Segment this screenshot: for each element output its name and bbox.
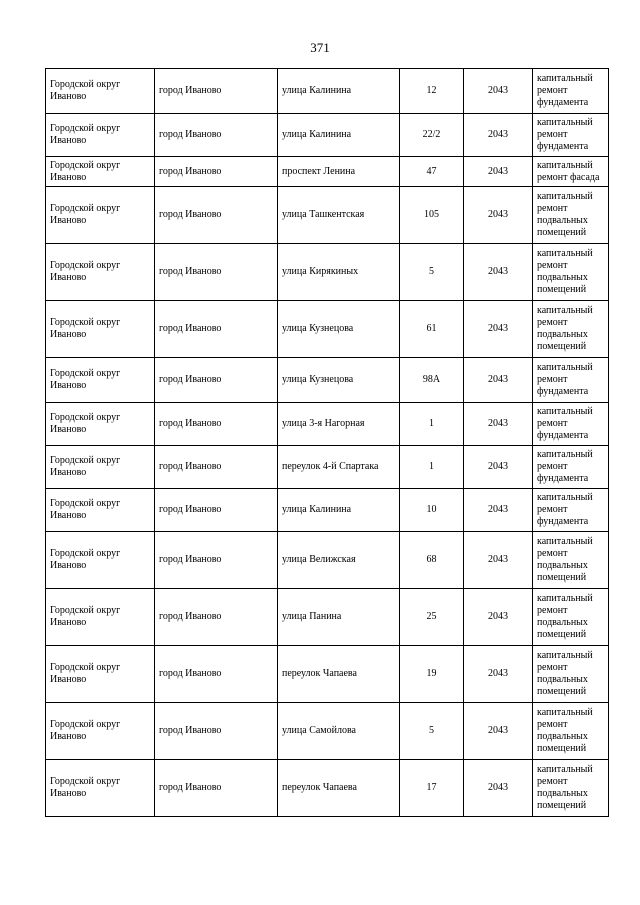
district-cell: Городской округ Иваново <box>46 446 155 489</box>
city-cell: город Иваново <box>155 532 278 589</box>
work-type-cell: капитальный ремонт подвальных помещений <box>533 703 609 760</box>
table-row <box>46 157 609 187</box>
street-cell: улица Велижская <box>278 532 400 589</box>
house-number-cell: 61 <box>400 301 464 358</box>
city-cell: город Иваново <box>155 760 278 817</box>
district-cell: Городской округ Иваново <box>46 532 155 589</box>
district-cell: Городской округ Иваново <box>46 760 155 817</box>
district-cell: Городской округ Иваново <box>46 69 155 114</box>
table-row <box>46 446 609 489</box>
city-cell: город Иваново <box>155 244 278 301</box>
year-cell: 2043 <box>464 301 533 358</box>
house-number-cell: 22/2 <box>400 114 464 157</box>
district-cell: Городской округ Иваново <box>46 489 155 532</box>
street-cell: проспект Ленина <box>278 157 400 187</box>
district-cell: Городской округ Иваново <box>46 244 155 301</box>
table-row <box>46 489 609 532</box>
city-cell: город Иваново <box>155 446 278 489</box>
table-row <box>46 589 609 646</box>
street-cell: улица Панина <box>278 589 400 646</box>
year-cell: 2043 <box>464 646 533 703</box>
house-number-cell: 25 <box>400 589 464 646</box>
house-number-cell: 12 <box>400 69 464 114</box>
city-cell: город Иваново <box>155 114 278 157</box>
table-row <box>46 301 609 358</box>
house-number-cell: 1 <box>400 403 464 446</box>
street-cell: улица Ташкентская <box>278 187 400 244</box>
house-number-cell: 19 <box>400 646 464 703</box>
table-row <box>46 646 609 703</box>
table-row <box>46 358 609 403</box>
city-cell: город Иваново <box>155 358 278 403</box>
work-type-cell: капитальный ремонт подвальных помещений <box>533 301 609 358</box>
city-cell: город Иваново <box>155 301 278 358</box>
city-cell: город Иваново <box>155 646 278 703</box>
house-number-cell: 68 <box>400 532 464 589</box>
house-number-cell: 1 <box>400 446 464 489</box>
city-cell: город Иваново <box>155 489 278 532</box>
street-cell: улица Кузнецова <box>278 358 400 403</box>
work-type-cell: капитальный ремонт фундамента <box>533 114 609 157</box>
table-row <box>46 69 609 114</box>
house-number-cell: 47 <box>400 157 464 187</box>
year-cell: 2043 <box>464 446 533 489</box>
table-row <box>46 703 609 760</box>
street-cell: переулок Чапаева <box>278 760 400 817</box>
year-cell: 2043 <box>464 403 533 446</box>
year-cell: 2043 <box>464 760 533 817</box>
city-cell: город Иваново <box>155 403 278 446</box>
street-cell: переулок Чапаева <box>278 646 400 703</box>
year-cell: 2043 <box>464 187 533 244</box>
work-type-cell: капитальный ремонт подвальных помещений <box>533 187 609 244</box>
work-type-cell: капитальный ремонт фасада <box>533 157 609 187</box>
year-cell: 2043 <box>464 358 533 403</box>
district-cell: Городской округ Иваново <box>46 358 155 403</box>
district-cell: Городской округ Иваново <box>46 646 155 703</box>
table-row <box>46 403 609 446</box>
house-number-cell: 5 <box>400 703 464 760</box>
table-row <box>46 532 609 589</box>
street-cell: улица Кузнецова <box>278 301 400 358</box>
work-type-cell: капитальный ремонт фундамента <box>533 403 609 446</box>
work-type-cell: капитальный ремонт фундамента <box>533 446 609 489</box>
year-cell: 2043 <box>464 532 533 589</box>
city-cell: город Иваново <box>155 703 278 760</box>
year-cell: 2043 <box>464 157 533 187</box>
work-type-cell: капитальный ремонт подвальных помещений <box>533 646 609 703</box>
city-cell: город Иваново <box>155 157 278 187</box>
table-row <box>46 760 609 817</box>
table-row <box>46 114 609 157</box>
year-cell: 2043 <box>464 69 533 114</box>
street-cell: улица Калинина <box>278 114 400 157</box>
year-cell: 2043 <box>464 489 533 532</box>
year-cell: 2043 <box>464 244 533 301</box>
house-number-cell: 5 <box>400 244 464 301</box>
street-cell: улица Калинина <box>278 489 400 532</box>
house-number-cell: 105 <box>400 187 464 244</box>
work-type-cell: капитальный ремонт фундамента <box>533 489 609 532</box>
house-number-cell: 17 <box>400 760 464 817</box>
district-cell: Городской округ Иваново <box>46 157 155 187</box>
district-cell: Городской округ Иваново <box>46 187 155 244</box>
work-type-cell: капитальный ремонт подвальных помещений <box>533 760 609 817</box>
work-type-cell: капитальный ремонт подвальных помещений <box>533 589 609 646</box>
street-cell: улица Калинина <box>278 69 400 114</box>
house-number-cell: 10 <box>400 489 464 532</box>
street-cell: улица 3-я Нагорная <box>278 403 400 446</box>
housing-register-table <box>45 68 609 817</box>
table-row <box>46 187 609 244</box>
city-cell: город Иваново <box>155 69 278 114</box>
work-type-cell: капитальный ремонт фундамента <box>533 358 609 403</box>
district-cell: Городской округ Иваново <box>46 403 155 446</box>
year-cell: 2043 <box>464 589 533 646</box>
city-cell: город Иваново <box>155 187 278 244</box>
work-type-cell: капитальный ремонт фундамента <box>533 69 609 114</box>
district-cell: Городской округ Иваново <box>46 589 155 646</box>
street-cell: переулок 4-й Спартака <box>278 446 400 489</box>
year-cell: 2043 <box>464 114 533 157</box>
work-type-cell: капитальный ремонт подвальных помещений <box>533 532 609 589</box>
district-cell: Городской округ Иваново <box>46 301 155 358</box>
street-cell: улица Кирякиных <box>278 244 400 301</box>
table-row <box>46 244 609 301</box>
house-number-cell: 98А <box>400 358 464 403</box>
work-type-cell: капитальный ремонт подвальных помещений <box>533 244 609 301</box>
district-cell: Городской округ Иваново <box>46 703 155 760</box>
page-number: 371 <box>310 40 330 55</box>
district-cell: Городской округ Иваново <box>46 114 155 157</box>
city-cell: город Иваново <box>155 589 278 646</box>
table-body <box>46 69 609 817</box>
year-cell: 2043 <box>464 703 533 760</box>
street-cell: улица Самойлова <box>278 703 400 760</box>
